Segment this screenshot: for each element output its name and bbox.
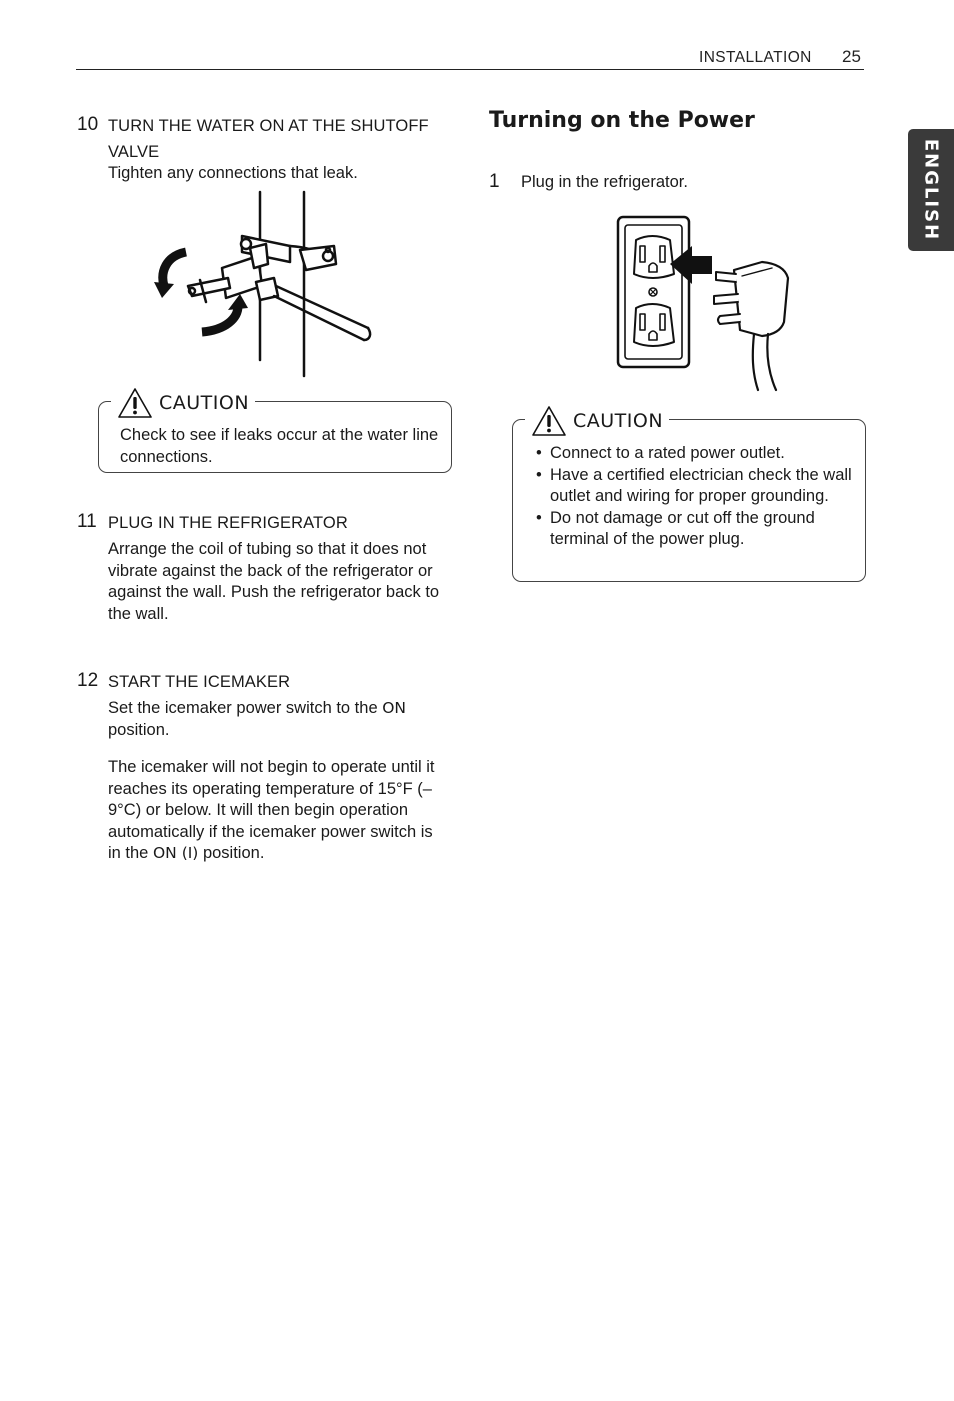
- caution-power-item: • Do not damage or cut off the ground terminal of the power plug.: [533, 508, 863, 551]
- page-number: 25: [842, 47, 861, 66]
- power-step-1-text: Plug in the refrigerator.: [521, 173, 688, 191]
- caution-box-power: [512, 419, 866, 582]
- shutoff-valve-illustration: [150, 190, 380, 380]
- caution-heading-leaks: [111, 387, 255, 419]
- caution-power-item: • Connect to a rated power outlet.: [533, 443, 863, 465]
- caution-label: CAUTION: [573, 410, 664, 432]
- warning-triangle-icon: [531, 405, 567, 437]
- caution-leaks-text: Check to see if leaks occur at the water line connections.: [120, 426, 439, 466]
- step-12-p2-tail: position.: [202, 844, 265, 863]
- step-12-p2-emphasis: ON (I): [152, 844, 199, 863]
- header-section-label: INSTALLATION: [699, 49, 812, 66]
- step-11-title: PLUG IN THE REFRIGERATOR: [108, 514, 348, 532]
- step-10-title-line1: TURN THE WATER ON AT THE SHUTOFF: [108, 117, 429, 135]
- warning-triangle-icon: [117, 387, 153, 419]
- step-10-title-line2: VALVE: [108, 143, 160, 161]
- step-11-text: Arrange the coil of tubing so that it does not vibrate against the back of the refrigerator or against the wall. Push the refrigerator back to the wall.: [108, 540, 440, 623]
- step-12-paragraph-2: [108, 757, 444, 865]
- step-10-number: 10: [77, 114, 99, 135]
- step-12-number: 12: [77, 670, 99, 691]
- step-11-number: 11: [77, 511, 97, 532]
- language-tab: [908, 129, 954, 251]
- step-10-text: Tighten any connections that leak.: [108, 164, 358, 182]
- step-12-paragraph-1: [108, 698, 450, 741]
- caution-power-item: • Have a certified electrician check the wall outlet and wiring for proper grounding.: [533, 465, 863, 508]
- header-divider: [76, 69, 864, 70]
- caution-label: CAUTION: [159, 392, 250, 414]
- power-step-1-number: 1: [489, 171, 500, 192]
- section-title-power: Turning on the Power: [489, 108, 755, 133]
- language-tab-label: ENGLISH: [920, 138, 942, 242]
- caution-power-list: [533, 443, 863, 551]
- step-12-p1-emphasis: ON: [382, 699, 407, 717]
- step-12-p1-text: Set the icemaker power switch to the: [108, 699, 378, 717]
- step-12-p2-text: The icemaker will not begin to operate until it reaches its operating temperature of 15°F (–9°C) or below. It will then begin operation automatically if the icemaker power switch is in the: [108, 758, 435, 863]
- step-12-title: START THE ICEMAKER: [108, 673, 291, 691]
- step-12-p1-tail: position.: [108, 720, 170, 739]
- caution-heading-power: [525, 405, 669, 437]
- power-outlet-plug-illustration: [612, 212, 796, 394]
